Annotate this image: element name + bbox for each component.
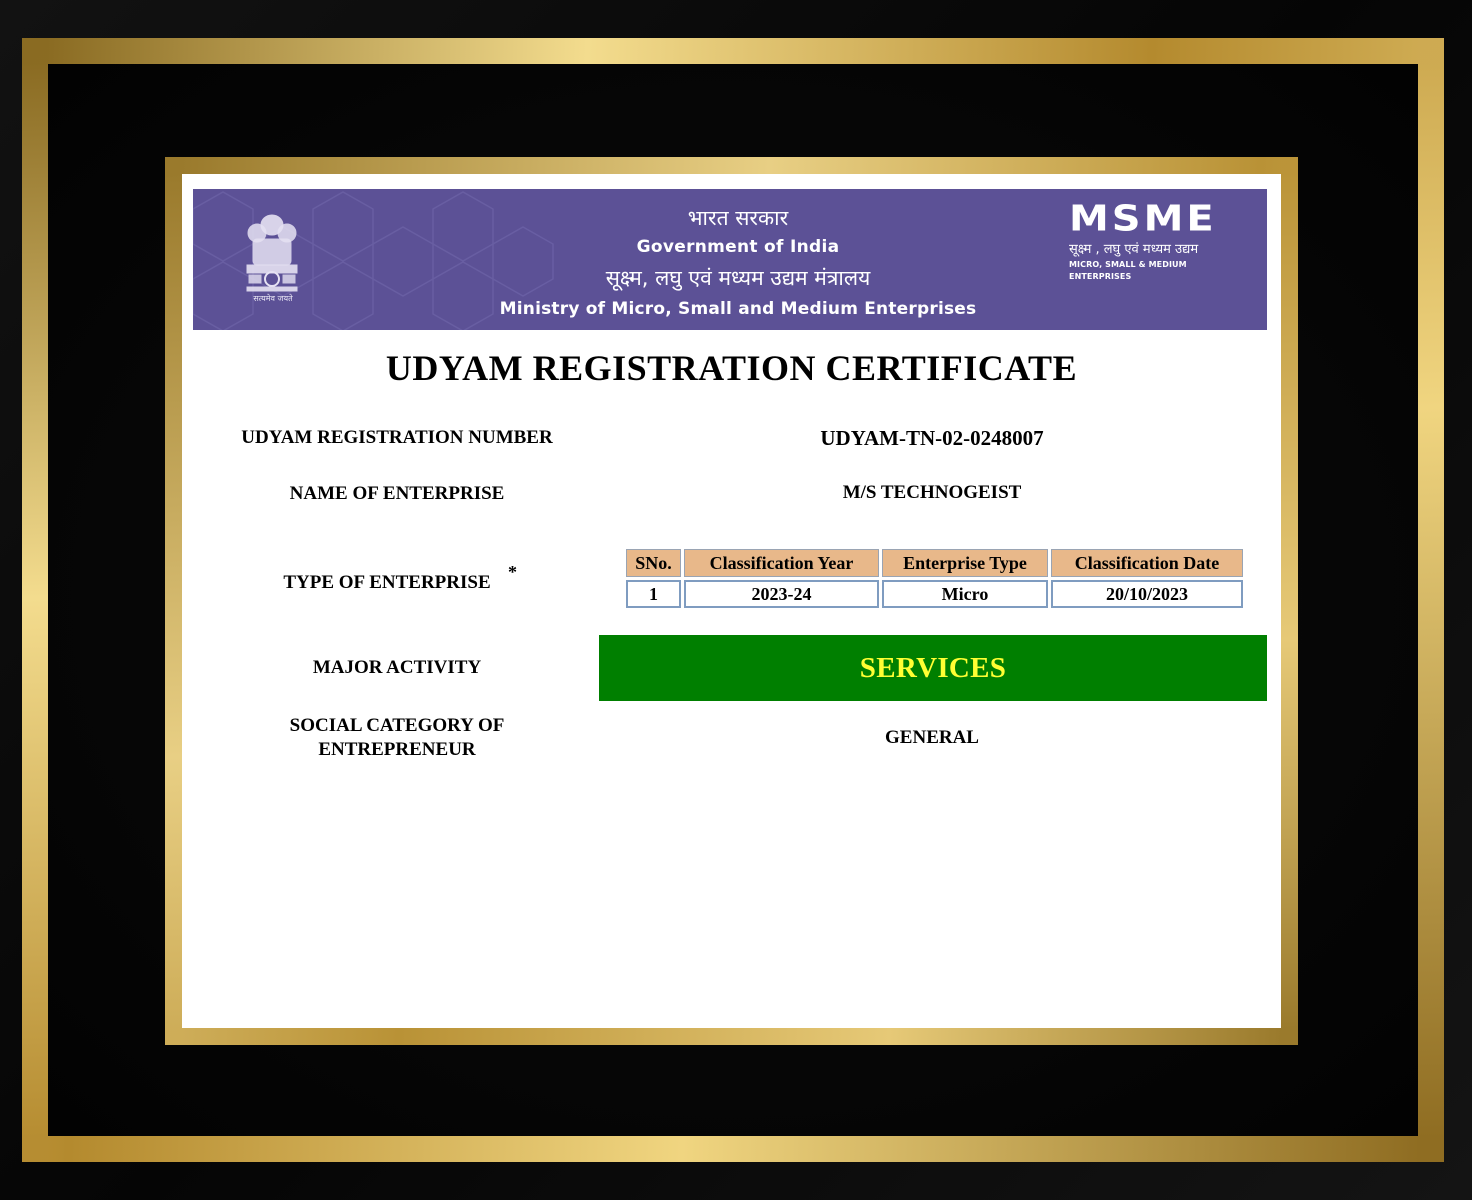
cell-classification-date: 20/10/2023: [1051, 580, 1243, 608]
msme-english: MICRO, SMALL & MEDIUM ENTERPRISES: [1069, 260, 1187, 281]
header-banner: [193, 189, 1267, 330]
cell-classification-year: 2023-24: [684, 580, 879, 608]
major-activity-bar: [599, 635, 1267, 701]
ministry-english: Ministry of Micro, Small and Medium Enterprises: [499, 299, 977, 319]
msme-logo: [1069, 198, 1239, 283]
classification-header-row: [626, 549, 1243, 577]
major-activity-label: MAJOR ACTIVITY: [312, 657, 482, 678]
social-category-label-line1: SOCIAL CATEGORY OF: [289, 715, 505, 736]
msme-logo-text: MSME: [1069, 198, 1217, 240]
enterprise-name-label: NAME OF ENTERPRISE: [289, 483, 505, 504]
enterprise-type-label: TYPE OF ENTERPRISE: [283, 572, 491, 593]
govt-hindi: भारत सरकार: [687, 206, 789, 230]
cell-enterprise-type: Micro: [882, 580, 1048, 608]
enterprise-type-marker: *: [508, 562, 517, 582]
col-classification-date: Classification Date: [1051, 549, 1243, 577]
msme-hindi: सूक्ष्म , लघु एवं मध्यम उद्यम: [1069, 242, 1199, 257]
social-category-label: [202, 714, 592, 762]
banner-text: [463, 203, 1013, 323]
enterprise-name-value: M/S TECHNOGEIST: [842, 482, 1022, 503]
certificate: [182, 174, 1281, 1028]
cell-sno: 1: [626, 580, 681, 608]
social-category-value: GENERAL: [885, 727, 979, 748]
social-category-label-line2: ENTREPRENEUR: [318, 739, 476, 760]
col-enterprise-type: Enterprise Type: [882, 549, 1048, 577]
emblem-motto: सत्यमेव जयते: [253, 294, 293, 303]
reg-number-label: UDYAM REGISTRATION NUMBER: [241, 427, 553, 448]
govt-english: Government of India: [636, 237, 840, 257]
col-sno: SNo.: [626, 549, 681, 577]
col-classification-year: Classification Year: [684, 549, 879, 577]
major-activity-value: SERVICES: [859, 651, 1007, 684]
reg-number-value: UDYAM-TN-02-0248007: [820, 426, 1044, 450]
ministry-hindi: सूक्ष्म, लघु एवं मध्यम उद्यम मंत्रालय: [605, 266, 871, 290]
certificate-title: UDYAM REGISTRATION CERTIFICATE: [385, 348, 1078, 388]
classification-table: [623, 546, 1246, 611]
table-row: [626, 580, 1243, 608]
